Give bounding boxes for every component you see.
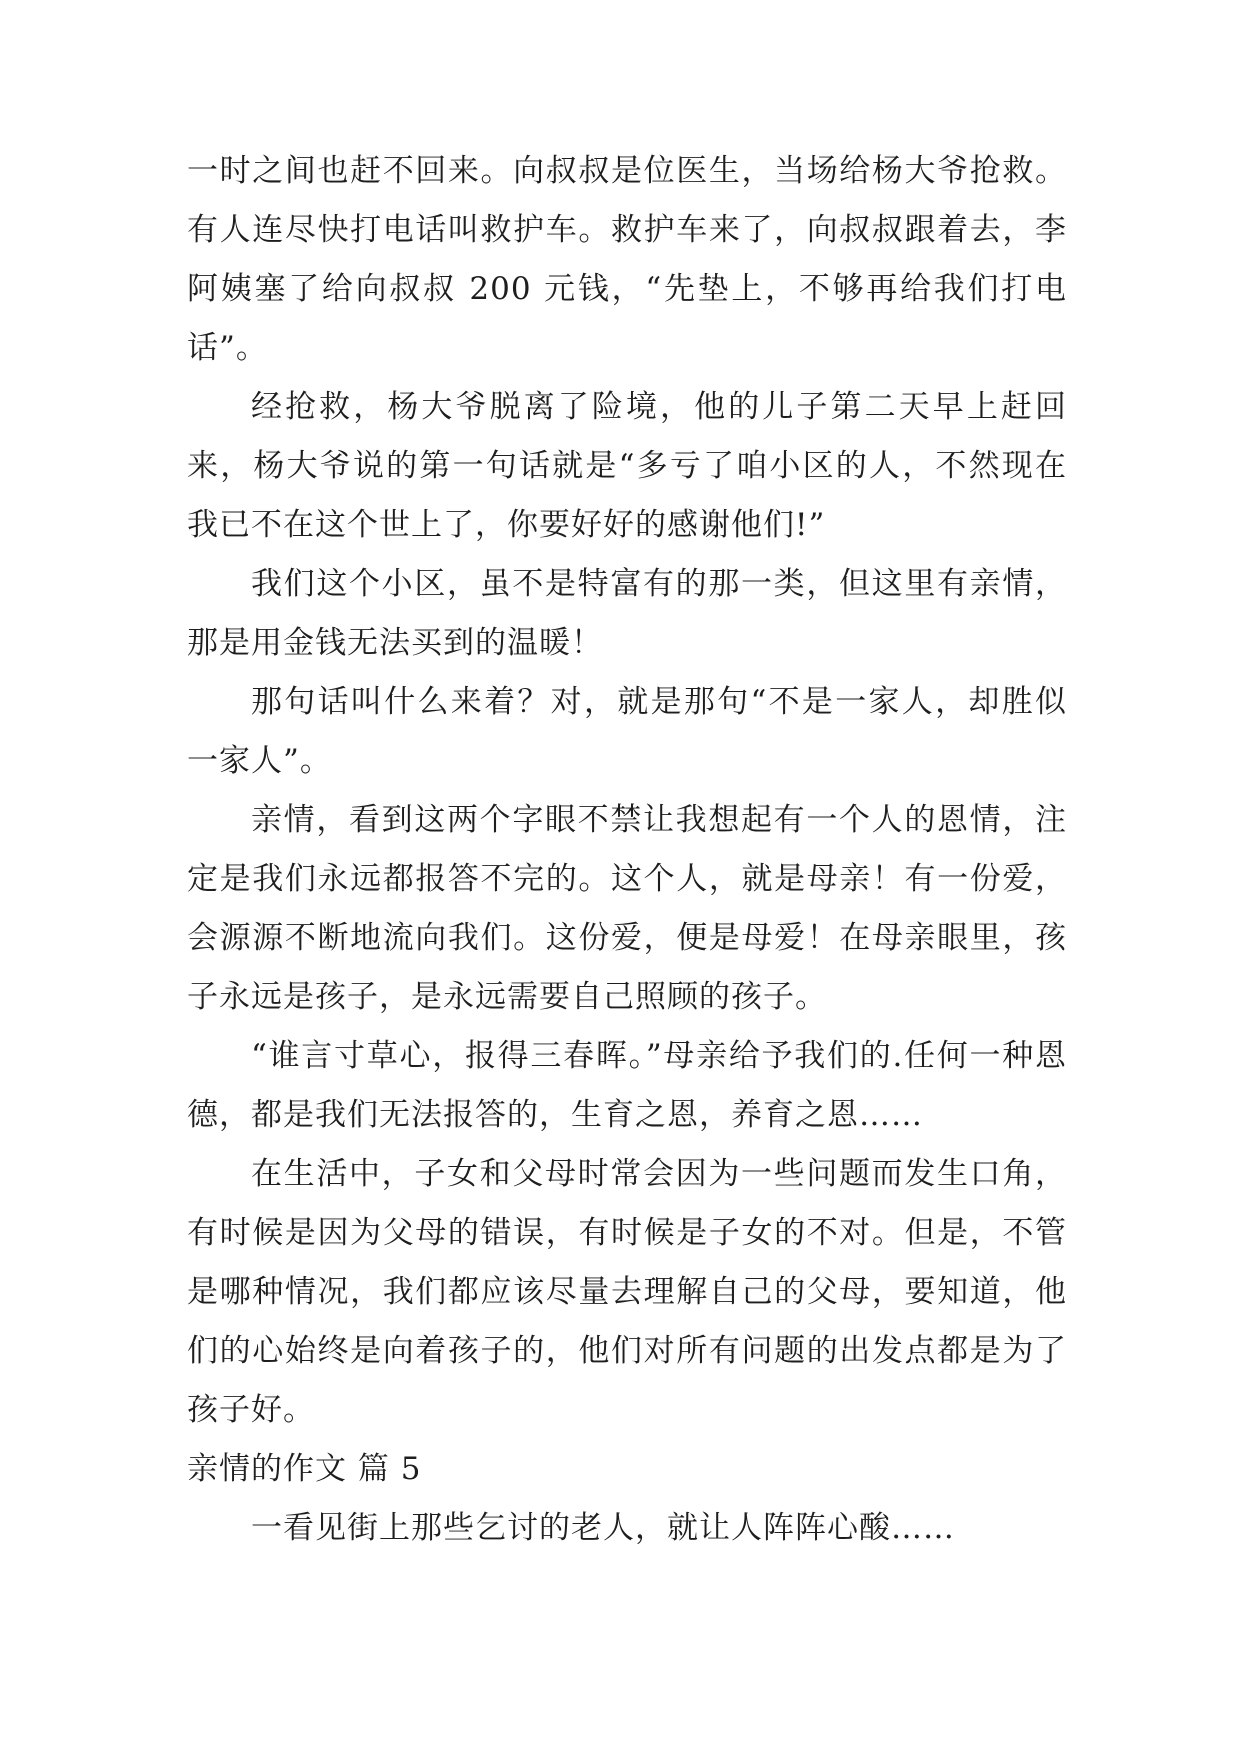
paragraph: 经抢救，杨大爷脱离了险境，他的儿子第二天早上赶回来，杨大爷说的第一句话就是“多亏了咱小区的人，不然现在我已不在这个世上了，你要好好的感谢他们!”	[187, 389, 1067, 543]
paragraph: 一看见街上那些乞讨的老人，就让人阵阵心酸……	[251, 1510, 955, 1546]
paragraph: 在生活中，子女和父母时常会因为一些问题而发生口角，有时候是因为父母的错误，有时候是子女的不对。但是，不管是哪种情况，我们都应该尽量去理解自己的父母，要知道，他们的心始终是向着孩子的，他们对所有问题的出发点都是为了孩子好。	[187, 1156, 1067, 1428]
section-heading: 亲情的作文 篇 5	[187, 1451, 422, 1487]
paragraph-continued: 一时之间也赶不回来。向叔叔是位医生，当场给杨大爷抢救。有人连尽快打电话叫救护车。救护车来了，向叔叔跟着去，李阿姨塞了给向叔叔 200 元钱，“先垫上，不够再给我们打电话”。	[187, 153, 1067, 366]
paragraph: 那句话叫什么来着？对，就是那句“不是一家人，却胜似一家人”。	[187, 684, 1067, 779]
paragraph: “谁言寸草心，报得三春晖。”母亲给予我们的.任何一种恩德，都是我们无法报答的，生育之恩，养育之恩……	[187, 1038, 1067, 1133]
paragraph: 亲情，看到这两个字眼不禁让我想起有一个人的恩情，注定是我们永远都报答不完的。这个人，就是母亲！有一份爱，会源源不断地流向我们。这份爱，便是母爱！在母亲眼里，孩子永远是孩子，是永远需要自己照顾的孩子。	[187, 802, 1067, 1015]
document-body	[187, 142, 1067, 1558]
paragraph: 我们这个小区，虽不是特富有的那一类，但这里有亲情，那是用金钱无法买到的温暖！	[187, 566, 1067, 661]
